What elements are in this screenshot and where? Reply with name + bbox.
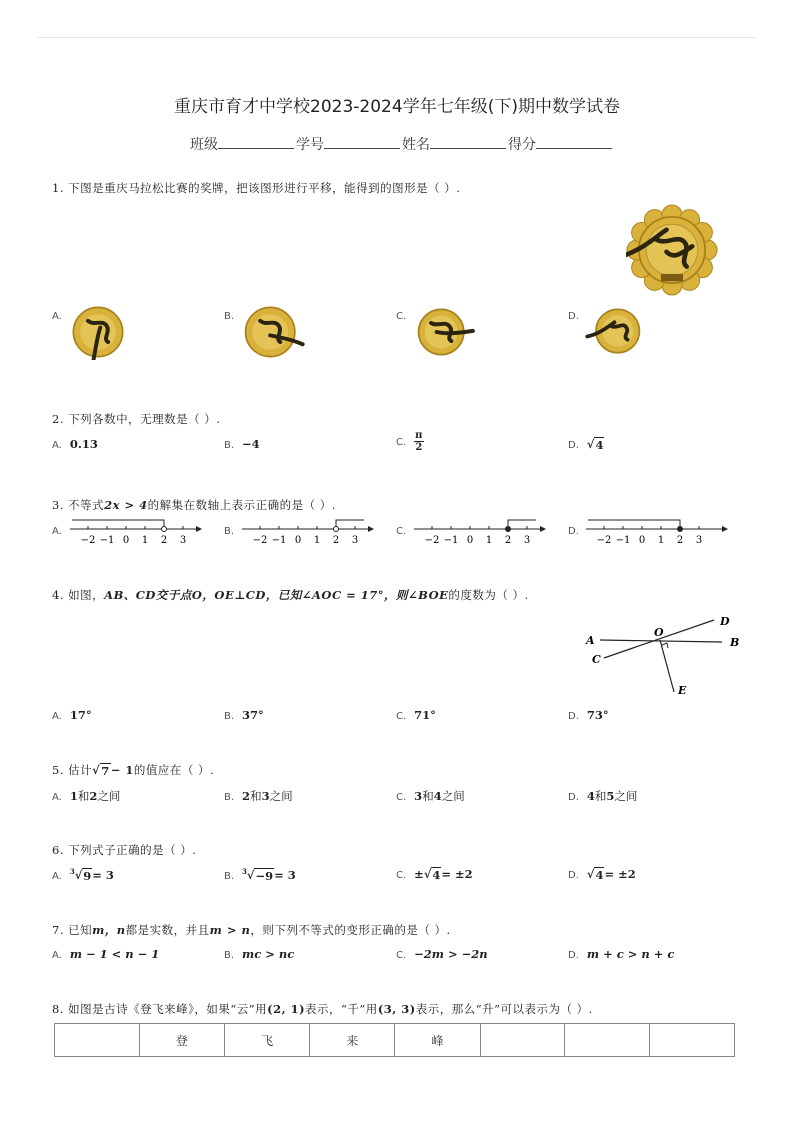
medal-option-a[interactable] bbox=[70, 304, 126, 360]
q2-option-d[interactable]: D. √ 4 bbox=[568, 437, 604, 452]
medal-option-c[interactable] bbox=[410, 306, 478, 358]
label-a: A bbox=[586, 634, 595, 647]
tick-label: −1 bbox=[615, 535, 631, 546]
tick-label: 2 bbox=[676, 535, 684, 546]
axis-arrow-icon bbox=[368, 526, 374, 532]
q4-option-c[interactable]: C. 71° bbox=[396, 708, 436, 722]
tick-label: −1 bbox=[99, 535, 115, 546]
q3-stem: 3. 不等式2x > 4的解集在数轴上表示正确的是（ ）. bbox=[52, 498, 336, 512]
table-cell: 来 bbox=[310, 1024, 395, 1057]
q7-option-c[interactable]: C. −2m > −2n bbox=[396, 947, 488, 961]
sqrt-4: √ 4 bbox=[586, 437, 604, 452]
q5-option-c[interactable]: C. 3和4之间 bbox=[396, 789, 465, 803]
tick-label: 1 bbox=[141, 535, 149, 546]
tick-label: −1 bbox=[271, 535, 287, 546]
tick-label: 2 bbox=[504, 535, 512, 546]
tick-label: 3 bbox=[351, 535, 359, 546]
q5-option-a[interactable]: A. 1和2之间 bbox=[52, 789, 121, 803]
marathon-medal-image bbox=[626, 204, 718, 296]
page-title: 重庆市育才中学校2023-2024学年七年级(下)期中数学试卷 bbox=[174, 97, 620, 117]
open-point bbox=[162, 527, 167, 532]
axis-arrow-icon bbox=[540, 526, 546, 532]
q7-option-b[interactable]: B. mc > nc bbox=[224, 947, 295, 961]
tick-label: 1 bbox=[313, 535, 321, 546]
q2-option-b[interactable]: B. −4 bbox=[224, 437, 260, 451]
q4-option-b[interactable]: B. 37° bbox=[224, 708, 264, 722]
closed-point bbox=[678, 527, 683, 532]
q4-stem: 4. 如图，AB、CD交于点O，OE⊥CD，已知∠AOC = 17°，则∠BOE的度数为（ ）. bbox=[52, 588, 529, 602]
q3-option-c[interactable]: C. bbox=[396, 526, 407, 537]
solution-ray bbox=[588, 520, 680, 529]
tick-label: −1 bbox=[443, 535, 459, 546]
q6-option-a[interactable]: A. $^3$√ 9 = 3 bbox=[52, 867, 114, 883]
name-blank[interactable] bbox=[430, 134, 506, 149]
number-line-d[interactable] bbox=[582, 515, 732, 547]
tick-label: 0 bbox=[122, 535, 130, 546]
q1-option-d[interactable]: D. bbox=[568, 311, 579, 322]
class-blank[interactable] bbox=[218, 134, 294, 149]
q3-option-d[interactable]: D. bbox=[568, 526, 579, 537]
q1-option-c[interactable]: C. bbox=[396, 311, 407, 322]
label-b: B bbox=[730, 636, 740, 649]
open-point bbox=[334, 527, 339, 532]
intersecting-lines-diagram bbox=[582, 612, 742, 700]
score-label: 得分 bbox=[508, 137, 536, 153]
q1-option-b[interactable]: B. bbox=[224, 311, 235, 322]
pi-over-2: $\frac{\pi}{2}$ bbox=[415, 430, 423, 453]
solution-ray bbox=[508, 520, 536, 529]
q7-option-d[interactable]: D. m + c > n + c bbox=[568, 947, 675, 961]
id-label: 学号 bbox=[296, 137, 324, 153]
tick-label: −2 bbox=[80, 535, 96, 546]
score-blank[interactable] bbox=[536, 134, 612, 149]
closed-point bbox=[506, 527, 511, 532]
table-cell bbox=[480, 1024, 565, 1057]
tick-label: 3 bbox=[695, 535, 703, 546]
q5-option-d[interactable]: D. 4和5之间 bbox=[568, 789, 638, 803]
q2-stem: 2. 下列各数中，无理数是（ ）. bbox=[52, 412, 221, 426]
q8-stem: 8. 如图是古诗《登飞来峰》，如果“云”用(2, 1)表示，“千”用(3, 3)表示，那么“升”可以表示为（ ）. bbox=[52, 1002, 593, 1016]
tick-label: −2 bbox=[424, 535, 440, 546]
tick-label: 0 bbox=[294, 535, 302, 546]
poem-grid-table bbox=[54, 1023, 735, 1057]
table-cell bbox=[55, 1024, 140, 1057]
tick-label: 0 bbox=[638, 535, 646, 546]
q2-option-c[interactable]: C. $\frac{\pi}{2}$ bbox=[396, 430, 423, 453]
table-cell bbox=[650, 1024, 735, 1057]
q7-stem: 7. 已知m，n都是实数，并且m > n，则下列不等式的变形正确的是（ ）. bbox=[52, 923, 451, 937]
q1-option-a[interactable]: A. bbox=[52, 311, 62, 322]
table-cell: 峰 bbox=[395, 1024, 480, 1057]
label-e: E bbox=[678, 684, 687, 697]
class-label: 班级 bbox=[190, 137, 218, 153]
tick-label: −2 bbox=[252, 535, 268, 546]
tick-label: 3 bbox=[179, 535, 187, 546]
label-o: O bbox=[654, 626, 664, 639]
label-c: C bbox=[592, 653, 601, 666]
q5-stem: 5. 估计√ 7 − 1的值应在（ ）. bbox=[52, 763, 215, 778]
tick-label: −2 bbox=[596, 535, 612, 546]
table-cell: 飞 bbox=[224, 1024, 309, 1057]
q5-option-b[interactable]: B. 2和3之间 bbox=[224, 789, 293, 803]
tick-label: 0 bbox=[466, 535, 474, 546]
q4-option-a[interactable]: A. 17° bbox=[52, 708, 92, 722]
q3-option-b[interactable]: B. bbox=[224, 526, 235, 537]
tick-label: 3 bbox=[523, 535, 531, 546]
q6-option-c[interactable]: C. ±√ 4 = ±2 bbox=[396, 867, 473, 882]
q6-stem: 6. 下列式子正确的是（ ）. bbox=[52, 843, 197, 857]
axis-arrow-icon bbox=[722, 526, 728, 532]
solution-ray bbox=[72, 520, 164, 529]
label-d: D bbox=[720, 615, 730, 628]
tick-label: 1 bbox=[657, 535, 665, 546]
axis-arrow-icon bbox=[196, 526, 202, 532]
table-row bbox=[55, 1024, 735, 1057]
number-line-c[interactable] bbox=[410, 515, 550, 547]
table-cell: 登 bbox=[139, 1024, 224, 1057]
number-line-b[interactable] bbox=[238, 515, 378, 547]
medal-option-b[interactable] bbox=[240, 304, 306, 360]
table-cell bbox=[565, 1024, 650, 1057]
medal-option-d[interactable] bbox=[582, 306, 648, 356]
tick-label: 1 bbox=[485, 535, 493, 546]
number-line-a[interactable] bbox=[66, 515, 206, 547]
q6-option-b[interactable]: B. $^3$√ −9 = 3 bbox=[224, 867, 296, 883]
q7-option-a[interactable]: A. m − 1 < n − 1 bbox=[52, 947, 160, 961]
name-label: 姓名 bbox=[402, 137, 430, 153]
header-rule bbox=[38, 37, 756, 38]
id-blank[interactable] bbox=[324, 134, 400, 149]
tick-label: 2 bbox=[332, 535, 340, 546]
q1-stem: 1. 下图是重庆马拉松比赛的奖牌，把该图形进行平移，能得到的图形是（ ）. bbox=[52, 181, 461, 195]
q6-option-d[interactable]: D. √ 4 = ±2 bbox=[568, 867, 636, 882]
q3-option-a[interactable]: A. bbox=[52, 526, 62, 537]
q4-option-d[interactable]: D. 73° bbox=[568, 708, 609, 722]
solution-ray bbox=[336, 520, 364, 529]
q2-option-a[interactable]: A. 0.13 bbox=[52, 437, 98, 451]
tick-label: 2 bbox=[160, 535, 168, 546]
student-info-line bbox=[190, 134, 614, 154]
